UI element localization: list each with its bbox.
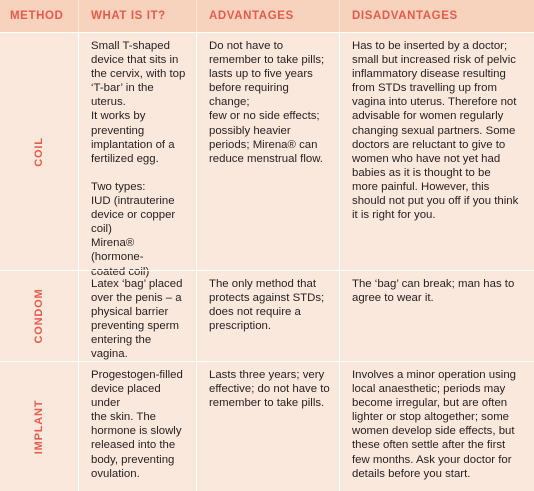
row-implant-method-cell xyxy=(0,361,78,491)
row-condom-disadvantages: The ‘bag’ can break; man has to agree to wear it. xyxy=(339,270,534,361)
row-implant-disadvantages: Involves a minor operation using local anaesthetic; periods may become irregular, but are often lighter or stop altogether; some women develop side effects, but these often settle after the first few months. Ask your doctor for details before you start. xyxy=(339,361,534,491)
header-method: METHOD xyxy=(0,0,78,32)
row-coil-what: Small T-shaped device that sits in the cervix, with top ‘T-bar’ in the uterus. It works by preventing implantation of a fertilized egg. Two types: IUD (intrauterine device or copper coil) Mirena® (hormone- coated coil) xyxy=(78,32,196,270)
method-label-condom: CONDOM xyxy=(32,288,45,344)
row-implant-what: Progestogen-filled device placed under the skin. The hormone is slowly released into the body, preventing ovulation. xyxy=(78,361,196,491)
method-label-coil: COIL xyxy=(32,136,45,167)
row-coil-advantages: Do not have to remember to take pills; lasts up to five years before requiring change; few or no side effects; possibly heavier periods; Mirena® can reduce menstrual flow. xyxy=(196,32,339,270)
row-coil-method-cell xyxy=(0,32,78,270)
header-advantages: ADVANTAGES xyxy=(196,0,339,32)
row-condom-what: Latex ‘bag’ placed over the penis – a physical barrier preventing sperm entering the vagina. xyxy=(78,270,196,361)
header-disadvantages: DISADVANTAGES xyxy=(339,0,534,32)
header-what-is-it: WHAT IS IT? xyxy=(78,0,196,32)
row-coil-disadvantages: Has to be inserted by a doctor; small but increased risk of pelvic inflammatory disease resulting from STDs travelling up from vagina into uterus. Therefore not advisable for women regularly changing sexual partners. Some doctors are reluctant to give to women who have not yet had babies as it is thought to be more painful. However, this should not put you off if you think it is right for you. xyxy=(339,32,534,270)
row-condom-method-cell xyxy=(0,270,78,361)
row-implant-advantages: Lasts three years; very effective; do not have to remember to take pills. xyxy=(196,361,339,491)
row-condom-advantages: The only method that protects against STDs; does not require a prescription. xyxy=(196,270,339,361)
method-label-implant: IMPLANT xyxy=(32,399,45,454)
